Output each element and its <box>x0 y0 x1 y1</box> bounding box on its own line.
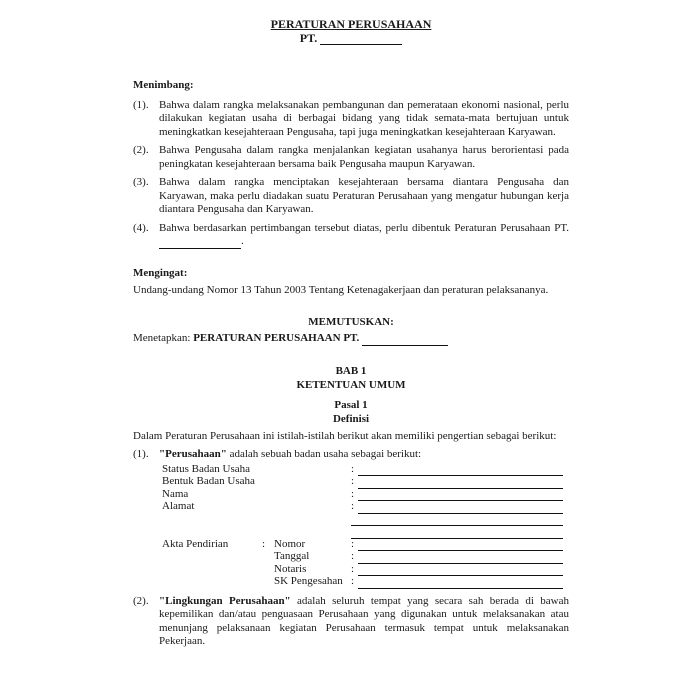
pasal-title: Definisi <box>332 412 370 425</box>
field-colon: : <box>262 537 266 550</box>
item-number: (1). <box>133 448 149 460</box>
definition-term: "Lingkungan Perusahaan" <box>159 594 291 607</box>
item-text <box>159 222 569 249</box>
company-fields-form <box>162 464 569 589</box>
item-number: (2). <box>133 144 149 156</box>
alamat-field-line-2[interactable] <box>351 516 563 526</box>
field-label: Bentuk Badan Usaha <box>162 475 255 487</box>
field-label: Alamat <box>162 500 195 512</box>
item-text-body: Bahwa berdasarkan pertimbangan tersebut diatas, perlu dibentuk Peraturan Perusahaan PT. <box>159 221 569 234</box>
definition-text: adalah sebuah badan usaha sebagai berikut: <box>226 448 422 460</box>
menimbang-item <box>133 176 569 217</box>
field-label: Nama <box>162 487 189 500</box>
field-row-alamat-2 <box>162 514 569 527</box>
item-text: Bahwa dalam rangka melaksanakan pembangunan dan pemerataan ekonomi nasional, perlu dilakukan kegiatan usaha di berbagai bidang yang tidak semata-mata bertujuan untuk meningkatkan kesejahteraan Pengusaha, tapi juga meningkatkan kesejahteraan Karyawan. <box>159 98 569 138</box>
mengingat-heading: Mengingat: <box>133 266 188 279</box>
field-row-akta-notaris <box>162 564 569 577</box>
field-row-akta-nomor <box>162 539 569 552</box>
field-colon: : <box>351 550 355 562</box>
bentuk-badan-usaha-field[interactable] <box>358 479 563 489</box>
document-title: PERATURAN PERUSAHAAN <box>270 17 432 31</box>
menimbang-item <box>133 144 569 171</box>
alamat-field[interactable] <box>358 504 563 514</box>
menimbang-heading: Menimbang: <box>133 79 194 91</box>
status-badan-usaha-field[interactable] <box>358 466 563 476</box>
pt-label: PT. <box>299 30 318 45</box>
field-row-akta-sk <box>162 576 569 589</box>
item-text <box>159 595 569 649</box>
field-colon: : <box>351 475 355 487</box>
nama-field[interactable] <box>358 491 563 501</box>
menetapkan-value: PERATURAN PERUSAHAAN PT. <box>193 332 360 344</box>
mengingat-text: Undang-undang Nomor 13 Tahun 2003 Tentang Ketenagakerjaan dan peraturan pelaksananya. <box>133 284 549 296</box>
menimbang-item <box>133 222 569 249</box>
menetapkan-line <box>133 332 569 346</box>
field-label: SK Pengesahan <box>274 575 343 587</box>
menimbang-item <box>133 99 569 140</box>
company-name-blank[interactable] <box>159 237 241 249</box>
field-colon: : <box>351 462 355 475</box>
field-label: Status Badan Usaha <box>162 462 250 475</box>
nomor-field[interactable] <box>358 541 563 551</box>
definition-item <box>133 595 569 649</box>
bab-number: BAB 1 <box>335 364 367 377</box>
akta-label: Akta Pendirian <box>162 537 229 550</box>
item-text: Bahwa Pengusaha dalam rangka menjalankan kegiatan usahanya harus berorientasi pada peningkatan kesejahteraan bersama baik Pengusaha maupun Karyawan. <box>159 144 569 170</box>
company-name-line <box>133 32 569 46</box>
item-text <box>159 448 569 462</box>
item-number: (3). <box>133 176 149 188</box>
definition-text: adalah seluruh tempat yang secara sah berada di bawah kepemilikan dan/atau penguasaan Perusahaan yang digunakan untuk melaksanakan atau menunjang pelaksanaan kegiatan Perusahaan termasuk tempat untuk melaksanakan Pekerjaan. <box>159 594 569 647</box>
item-number: (4). <box>133 221 149 234</box>
notaris-field[interactable] <box>358 566 563 576</box>
item-suffix: . <box>241 235 244 247</box>
alamat-field-line-3[interactable] <box>351 529 563 539</box>
bab-heading <box>133 364 569 392</box>
memutuskan-heading: MEMUTUSKAN: <box>308 315 394 328</box>
item-number: (1). <box>133 98 149 111</box>
field-colon: : <box>351 487 355 500</box>
definitions-intro: Dalam Peraturan Perusahaan ini istilah-istilah berikut akan memiliki pengertian sebagai berikut: <box>133 429 557 442</box>
pasal-number: Pasal 1 <box>334 398 368 411</box>
field-colon: : <box>351 562 355 575</box>
item-text: Bahwa dalam rangka menciptakan kesejahteraan bersama diantara Pengusaha dan Karyawan, maka perlu diadakan suatu Peraturan Perusahaan yang mengatur hubungan kerja diantara Pengusaha dan Karyawan. <box>159 176 569 215</box>
company-name-blank[interactable] <box>320 33 402 45</box>
field-row-alamat <box>162 501 569 514</box>
field-colon: : <box>351 500 355 512</box>
sk-pengesahan-field[interactable] <box>358 579 563 589</box>
field-label: Tanggal <box>274 550 310 562</box>
company-name-blank[interactable] <box>362 334 448 346</box>
field-row-akta-tanggal <box>162 551 569 564</box>
field-label: Notaris <box>274 562 307 575</box>
field-colon: : <box>351 537 355 550</box>
menetapkan-label: Menetapkan: <box>133 332 191 344</box>
item-number: (2). <box>133 594 149 607</box>
document-page <box>133 18 569 654</box>
field-colon: : <box>351 575 355 587</box>
definition-item <box>133 448 569 462</box>
bab-title: KETENTUAN UMUM <box>296 378 406 391</box>
definition-term: "Perusahaan" <box>159 448 227 460</box>
tanggal-field[interactable] <box>358 554 563 564</box>
field-label: Nomor <box>274 537 306 550</box>
pasal-heading <box>133 398 569 426</box>
